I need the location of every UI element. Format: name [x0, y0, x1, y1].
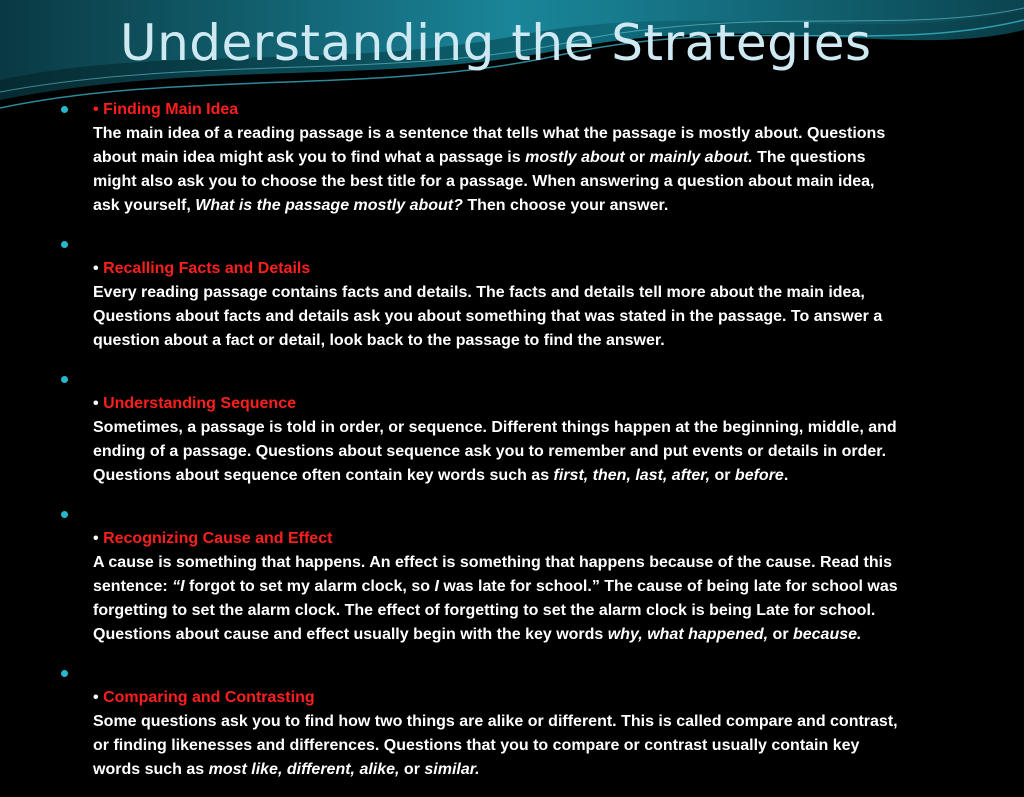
text-run: or finding likenesses and differences. Questions that you to compare or contrast usually contain key: [93, 737, 860, 754]
text-run: most like, different, alike,: [208, 761, 400, 778]
strategy-body-line: [93, 146, 965, 170]
strategy-heading-text: Recalling Facts and Details: [103, 260, 311, 277]
strategy-heading-text: Recognizing Cause and Effect: [103, 530, 333, 547]
text-run: The questions: [752, 149, 866, 166]
text-run: question about a fact or detail, look back to the passage to find the answer.: [93, 332, 665, 349]
strategy-body-line: [93, 440, 965, 464]
strategy-heading: [93, 686, 965, 710]
strategy-list: [0, 98, 1024, 797]
strategy-heading: [93, 527, 965, 551]
text-run: before: [734, 467, 784, 484]
strategy-body-line: [93, 758, 965, 782]
bullet-char: •: [93, 530, 99, 547]
blank-line: [93, 368, 965, 392]
strategy-body-line: [93, 170, 965, 194]
strategy-body-line: [93, 122, 965, 146]
text-run: Questions about facts and details ask you about something that was stated in the passage. To answer a: [93, 308, 883, 325]
text-run: forgetting to set the alarm clock. The effect of forgetting to set the alarm clock is being Late for school.: [93, 602, 876, 619]
strategy-item: [0, 662, 965, 782]
text-run: or: [768, 626, 793, 643]
bullet-icon: [61, 511, 68, 518]
strategy-body-line: [93, 305, 965, 329]
text-run: “I: [172, 578, 185, 595]
strategy-body-line: [93, 416, 965, 440]
blank-line: [93, 233, 965, 257]
text-run: Questions about sequence often contain key words such as: [93, 467, 554, 484]
text-run: might also ask you to choose the best title for a passage. When answering a question about main idea,: [93, 173, 875, 190]
strategy-item: [0, 98, 965, 218]
text-run: or: [710, 467, 735, 484]
strategy-body-line: [93, 194, 965, 218]
text-run: Sometimes, a passage is told in order, or sequence. Different things happen at the beginning, middle, and: [93, 419, 897, 436]
blank-line: [93, 503, 965, 527]
strategy-heading-text: Comparing and Contrasting: [103, 689, 315, 706]
bullet-icon: [61, 106, 68, 113]
text-run: or: [624, 149, 650, 166]
bullet-char: •: [93, 689, 99, 706]
text-run: or: [399, 761, 425, 778]
bullet-char: •: [93, 101, 99, 118]
strategy-heading-text: Understanding Sequence: [103, 395, 296, 412]
text-run: mostly about: [525, 149, 625, 166]
text-run: ending of a passage. Questions about sequence ask you to remember and put events or details in order.: [93, 443, 887, 460]
slide-title: Understanding the Strategies: [120, 14, 872, 72]
text-run: similar.: [424, 761, 480, 778]
text-run: Some questions ask you to find how two things are alike or different. This is called compare and contrast,: [93, 713, 898, 730]
text-run: first, then, last, after,: [553, 467, 711, 484]
strategy-item: [0, 503, 965, 647]
bullet-icon: [61, 241, 68, 248]
bullet-char: •: [93, 395, 99, 412]
strategy-item: [0, 233, 965, 353]
text-run: was late for school.” The cause of being late for school was: [438, 578, 898, 595]
strategy-heading: [93, 98, 965, 122]
text-run: mainly about.: [649, 149, 753, 166]
text-run: I: [434, 578, 439, 595]
text-run: .: [783, 467, 789, 484]
strategy-body-line: [93, 281, 965, 305]
text-run: words such as: [93, 761, 209, 778]
text-run: why, what happened,: [607, 626, 769, 643]
text-run: ask yourself,: [93, 197, 196, 214]
strategy-item: [0, 368, 965, 488]
strategy-heading: [93, 257, 965, 281]
text-run: What is the passage mostly about?: [195, 197, 463, 214]
text-run: because.: [792, 626, 862, 643]
text-run: Questions about cause and effect usually begin with the key words: [93, 626, 608, 643]
strategy-body-line: [93, 599, 965, 623]
text-run: A cause is something that happens. An effect is something that happens because of the cause. Read this: [93, 554, 892, 571]
strategy-body-line: [93, 710, 965, 734]
strategy-body-line: [93, 464, 965, 488]
text-run: The main idea of a reading passage is a sentence that tells what the passage is mostly about. Questions: [93, 125, 886, 142]
strategy-body-line: [93, 734, 965, 758]
text-run: forgot to set my alarm clock, so: [184, 578, 435, 595]
text-run: sentence:: [93, 578, 173, 595]
strategy-body-line: [93, 551, 965, 575]
strategy-body-line: [93, 329, 965, 353]
bullet-icon: [61, 670, 68, 677]
strategy-heading-text: Finding Main Idea: [103, 101, 239, 118]
strategy-body-line: [93, 623, 965, 647]
text-run: Every reading passage contains facts and details. The facts and details tell more about the main idea,: [93, 284, 865, 301]
text-run: about main idea might ask you to find what a passage is: [93, 149, 526, 166]
bullet-char: •: [93, 260, 99, 277]
text-run: Then choose your answer.: [462, 197, 669, 214]
blank-line: [93, 662, 965, 686]
strategy-heading: [93, 392, 965, 416]
strategy-body-line: [93, 575, 965, 599]
bullet-icon: [61, 376, 68, 383]
